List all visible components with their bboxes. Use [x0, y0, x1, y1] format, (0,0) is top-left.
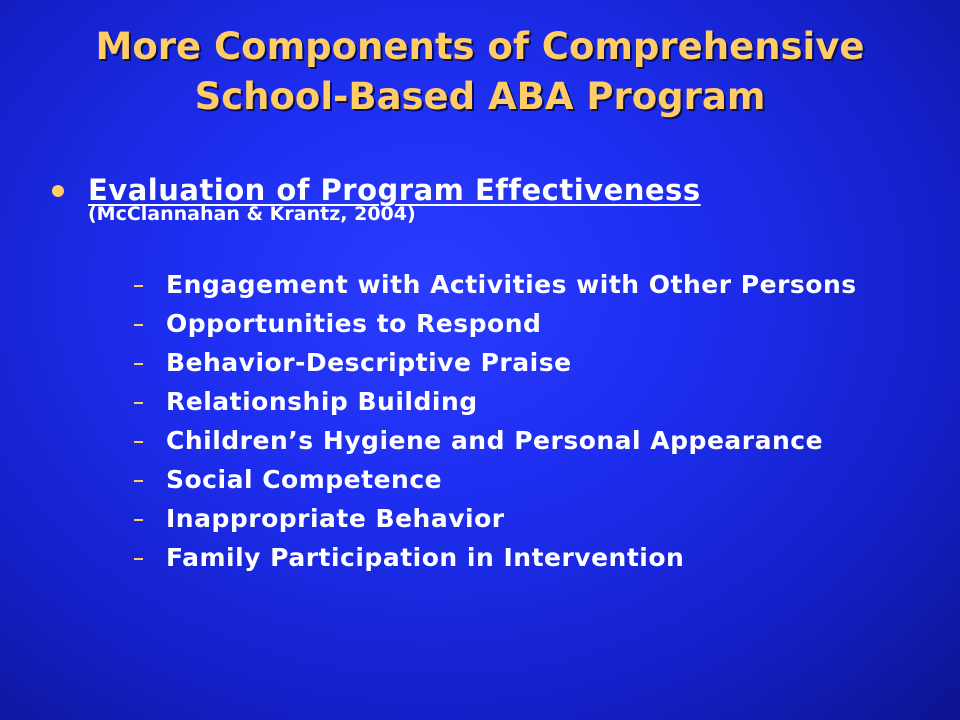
main-bullet-citation: (McClannahan & Krantz, 2004) [88, 203, 416, 225]
dash-bullet-icon [134, 480, 143, 482]
sub-bullet-item [88, 426, 932, 455]
sub-bullet-item [88, 309, 932, 338]
sub-bullet-text: Opportunities to Respond [166, 309, 542, 338]
sub-bullet-text: Behavior-Descriptive Praise [166, 348, 572, 377]
dash-bullet-icon [134, 402, 143, 404]
sub-bullet-text: Inappropriate Behavior [166, 504, 505, 533]
dash-bullet-icon [134, 519, 143, 521]
title-line-2: School-Based ABA Program [194, 75, 766, 118]
dash-bullet-icon [134, 558, 143, 560]
sub-bullet-text: Children’s Hygiene and Personal Appearance [166, 426, 824, 455]
sub-bullet-item [88, 465, 932, 494]
sub-bullet-item [88, 543, 932, 572]
sub-bullet-text: Family Participation in Intervention [166, 543, 685, 572]
sub-bullet-item [88, 348, 932, 377]
bullet-dot-icon [52, 185, 64, 197]
sub-bullet-text: Engagement with Activities with Other Persons [166, 270, 857, 299]
slide-title [0, 22, 960, 122]
dash-bullet-icon [134, 285, 143, 287]
dash-bullet-icon [134, 363, 143, 365]
dash-bullet-icon [134, 324, 143, 326]
main-bullet-heading: Evaluation of Program Effectiveness [88, 173, 701, 207]
dash-bullet-icon [134, 441, 143, 443]
sub-bullet-item [88, 387, 932, 416]
main-bullet [52, 172, 932, 572]
sub-bullet-item [88, 504, 932, 533]
sub-bullet-item [88, 270, 932, 299]
sub-bullet-list [88, 270, 932, 572]
sub-bullet-text: Relationship Building [166, 387, 478, 416]
title-line-1: More Components of Comprehensive [95, 25, 865, 68]
slide-content [52, 172, 932, 582]
sub-bullet-text: Social Competence [166, 465, 443, 494]
